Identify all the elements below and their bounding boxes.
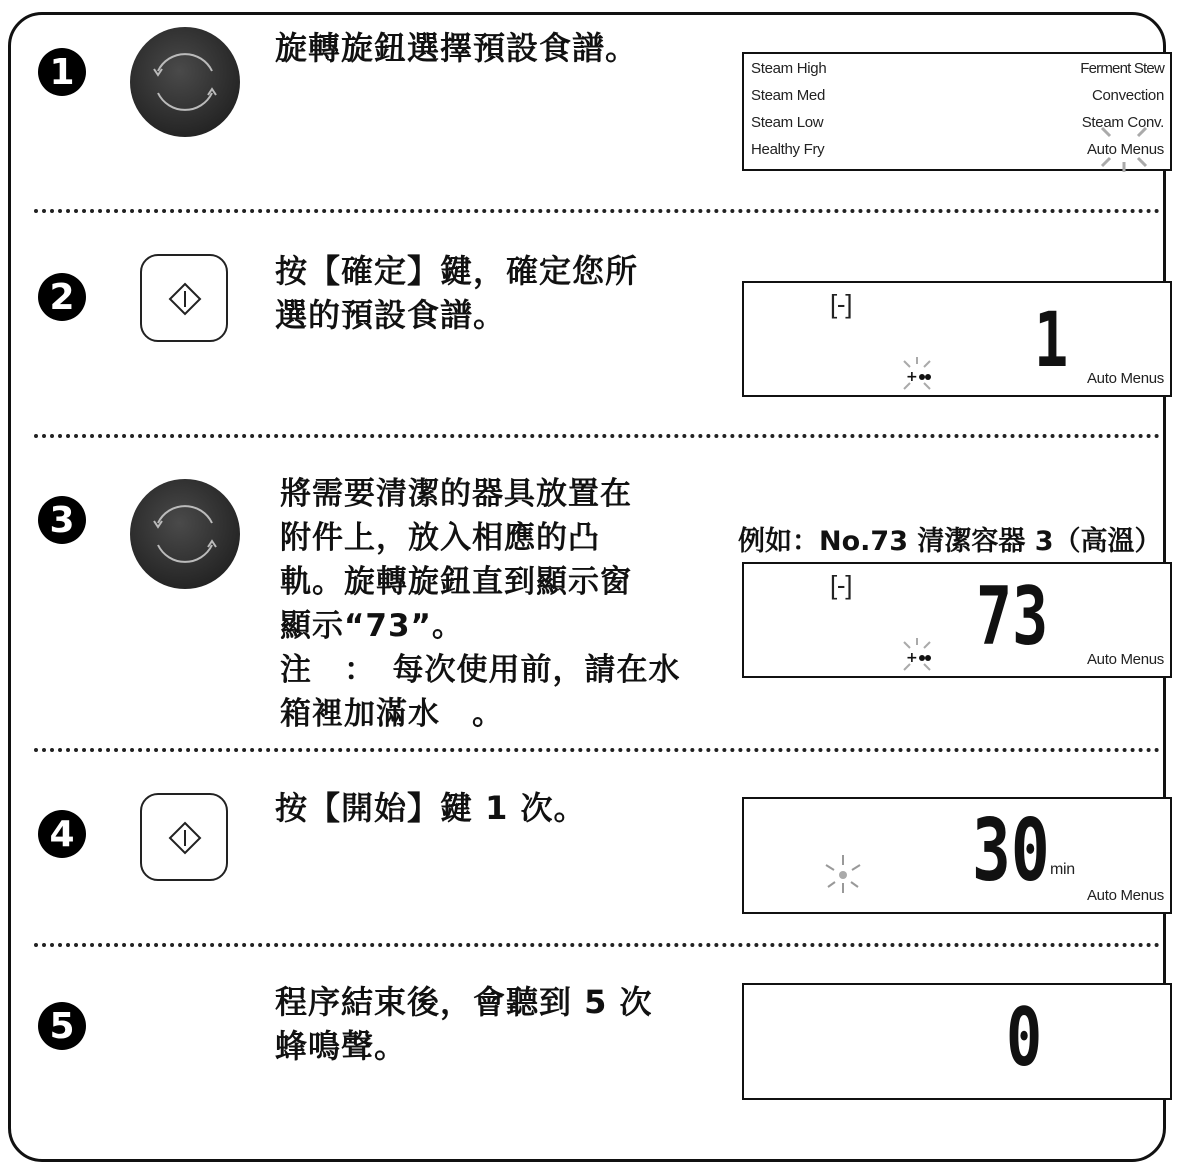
menu-convection: Convection — [1091, 87, 1164, 104]
divider — [34, 748, 1160, 752]
auto-menus-label: Auto Menus — [1086, 370, 1164, 387]
svg-text:+: + — [906, 369, 918, 385]
menu-auto-menus: Auto Menus — [1086, 141, 1164, 158]
menu-steam-conv: Steam Conv. — [1081, 114, 1164, 131]
step-1-text: 旋轉旋鈕選擇預設食譜。 — [275, 29, 639, 67]
example-caption: 例如：No.73 清潔容器 3（高溫） — [738, 526, 1162, 557]
display-panel-5 — [742, 983, 1172, 1100]
sparkle-icon — [1094, 112, 1154, 174]
menu-ferment-stew: Ferment Stew — [1080, 60, 1164, 77]
steam-drop-icon — [896, 355, 938, 395]
svg-text:+: + — [906, 650, 918, 666]
display-value: 73 — [976, 570, 1049, 663]
knob-icon[interactable] — [130, 27, 240, 137]
step-2-text: 按【確定】鍵，確定您所 選的預設食譜。 — [275, 252, 639, 334]
start-button-icon[interactable] — [140, 254, 228, 342]
display-value: 0 — [1006, 991, 1043, 1084]
unit-label: min — [1050, 861, 1075, 878]
start-button-icon[interactable] — [140, 793, 228, 881]
step-number-1: 1 — [38, 48, 86, 96]
display-panel-3 — [742, 562, 1172, 678]
step-number-2: 2 — [38, 273, 86, 321]
step-number-5: 5 — [38, 1002, 86, 1050]
display-panel-4 — [742, 797, 1172, 914]
step-number-4: 4 — [38, 810, 86, 858]
menu-steam-low: Steam Low — [751, 114, 824, 131]
display-value: 30 — [972, 801, 1050, 901]
step-5-text: 程序結束後，會聽到 5 次 蜂鳴聲。 — [275, 983, 653, 1065]
auto-menus-label: Auto Menus — [1086, 887, 1164, 904]
divider — [34, 209, 1160, 213]
step-number-3: 3 — [38, 496, 86, 544]
bracket-icon: [-] — [830, 289, 853, 319]
menu-healthy-fry: Healthy Fry — [751, 141, 825, 158]
divider — [34, 434, 1160, 438]
menu-steam-high: Steam High — [751, 60, 827, 77]
menu-steam-med: Steam Med — [751, 87, 825, 104]
sparkle-icon — [820, 851, 866, 897]
step-4-text: 按【開始】鍵 1 次。 — [275, 789, 587, 827]
divider — [34, 943, 1160, 947]
knob-icon[interactable] — [130, 479, 240, 589]
auto-menus-label: Auto Menus — [1086, 651, 1164, 668]
display-value: 1 — [1034, 295, 1069, 384]
steam-drop-icon — [896, 636, 938, 676]
display-panel-2 — [742, 281, 1172, 397]
display-panel-1 — [742, 52, 1172, 171]
bracket-icon: [-] — [830, 570, 853, 600]
step-3-text: 將需要清潔的器具放置在 附件上，放入相應的凸 軌。旋轉旋鈕直到顯示窗 顯示“73”。 注 ： 每次使用前，請在水 箱裡加滿水 。 — [280, 476, 681, 732]
